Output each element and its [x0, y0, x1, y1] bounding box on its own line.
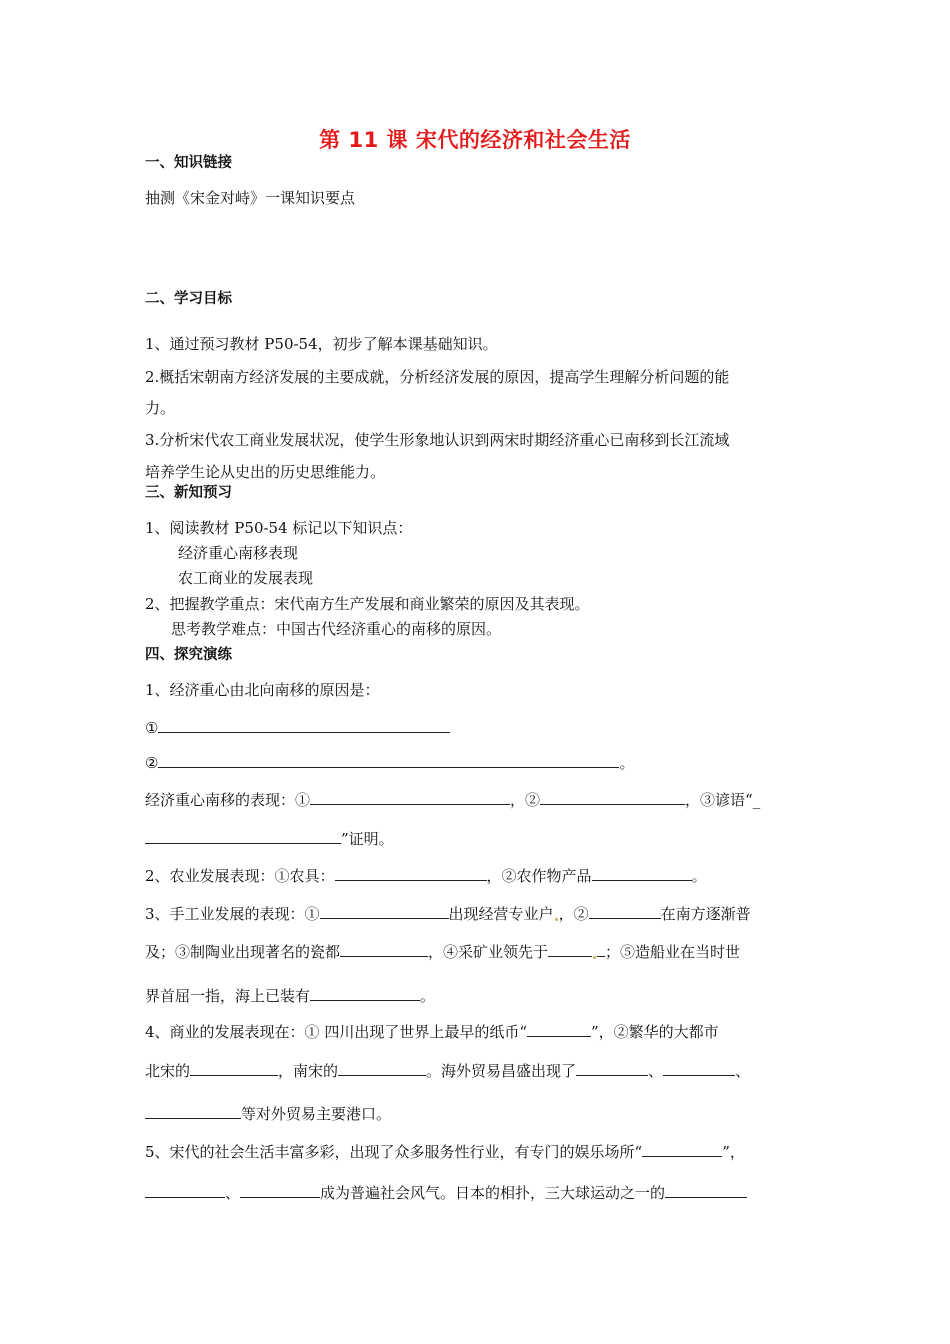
answer-blank[interactable] [576, 1059, 648, 1076]
exercise-text: 成为普遍社会风气。日本的相扑，三大球运动之一的 [320, 1184, 666, 1202]
exercise-1-show-row [145, 788, 760, 810]
exercise-text: 。海外贸易昌盛出现了 [426, 1062, 577, 1080]
mark-dot [593, 956, 596, 959]
exercise-text: ，② [510, 791, 541, 809]
answer-blank[interactable] [335, 864, 487, 881]
answer-blank[interactable] [589, 902, 661, 919]
answer-blank[interactable] [240, 1181, 320, 1198]
answer-blank[interactable] [145, 827, 341, 844]
exercise-1-intro: 1、经济重心由北向南移的原因是： [145, 681, 380, 699]
exercise-text: ”，②繁华的大都市 [590, 1023, 719, 1041]
exercise-3-row-2 [145, 940, 740, 962]
answer-blank[interactable] [145, 1181, 225, 1198]
exercise-text: ，②农作物产品 [486, 867, 592, 885]
circle-number-2: ② [145, 754, 159, 772]
answer-blank[interactable] [310, 984, 420, 1001]
exercise-3-row-3 [145, 984, 435, 1006]
exercise-5-row-1 [145, 1140, 745, 1162]
exercise-4-row-1 [145, 1020, 719, 1042]
exercise-3-row-1 [145, 902, 751, 924]
exercise-text: 北宋的 [145, 1062, 191, 1080]
preview-subitem-1: 经济重心南移表现 [178, 544, 299, 562]
preview-item-2: 2、把握教学重点：宋代南方生产发展和商业繁荣的原因及其表现。 [145, 595, 590, 613]
answer-blank[interactable] [158, 716, 450, 733]
mark-dot [555, 918, 558, 921]
answer-blank[interactable] [158, 751, 619, 768]
goal-item-2-line-1: 2.概括宋朝南方经济发展的主要成就，分析经济发展的原因，提高学生理解分析问题的能 [145, 368, 730, 386]
answer-blank[interactable] [145, 1102, 241, 1119]
goal-item-1: 1、通过预习教材 P50-54，初步了解本课基础知识。 [145, 335, 498, 353]
answer-blank[interactable] [527, 1020, 591, 1037]
knowledge-link-text: 抽测《宋金对峙》一课知识要点 [145, 189, 356, 207]
section-heading-preview: 三、新知预习 [145, 485, 232, 501]
answer-blank[interactable] [663, 1059, 735, 1076]
answer-blank[interactable] [642, 1140, 722, 1157]
answer-blank[interactable] [548, 940, 592, 957]
answer-blank[interactable] [597, 940, 605, 957]
exercise-text: _ [752, 791, 761, 809]
goal-item-3-line-2: 培养学生论从史出的历史思维能力。 [145, 463, 386, 481]
exercise-text: ”证明。 [341, 830, 394, 848]
answer-blank[interactable] [320, 902, 449, 919]
exercise-text: 、 [735, 1062, 751, 1080]
exercise-text: ，④采矿业领先于 [428, 943, 549, 961]
exercise-text: 界首屈一指，海上已装有 [145, 987, 311, 1005]
preview-item-2-difficulty: 思考教学难点：中国古代经济重心的南移的原因。 [171, 620, 502, 638]
answer-blank[interactable] [540, 788, 685, 805]
answer-blank[interactable] [338, 1059, 426, 1076]
exercise-text: 、 [648, 1062, 664, 1080]
exercise-text: 及；③制陶业出现著名的瓷都 [145, 943, 341, 961]
answer-blank[interactable] [310, 788, 510, 805]
preview-item-1: 1、阅读教材 P50-54 标记以下知识点： [145, 519, 413, 537]
exercise-text: ，③谚语“ [685, 791, 753, 809]
exercise-text: 3、手工业发展的表现：① [145, 905, 320, 923]
goal-item-3-line-1: 3.分析宋代农工商业发展状况，使学生形象地认识到两宋时期经济重心已南移到长江流域 [145, 431, 730, 449]
exercise-text: ”， [722, 1143, 745, 1161]
exercise-text: 等对外贸易主要港口。 [241, 1105, 392, 1123]
page-title: 第 11 课 宋代的经济和社会生活 [319, 128, 631, 152]
exercise-text: ，② [558, 905, 589, 923]
answer-blank[interactable] [592, 864, 692, 881]
exercise-1-blank-row-2 [145, 751, 634, 773]
exercise-text: 4、商业的发展表现在：① 四川出现了世界上最早的纸币“ [145, 1023, 527, 1041]
exercise-text: 经济重心南移的表现：① [145, 791, 311, 809]
exercise-2-row [145, 864, 707, 886]
section-heading-exercises: 四、探究演练 [145, 647, 232, 663]
exercise-text: 、 [225, 1184, 241, 1202]
circle-number-1: ① [145, 719, 159, 737]
exercise-text: ，南宋的 [278, 1062, 339, 1080]
section-heading-learning-goals: 二、学习目标 [145, 291, 232, 307]
answer-blank[interactable] [340, 940, 428, 957]
answer-blank[interactable] [665, 1181, 747, 1198]
exercise-text: 出现经营专业户 [448, 905, 554, 923]
section-heading-knowledge-link: 一、知识链接 [145, 155, 232, 171]
exercise-5-row-2 [145, 1181, 747, 1203]
exercise-4-row-2 [145, 1059, 750, 1081]
exercise-4-row-3 [145, 1102, 391, 1124]
period-text: 。 [619, 754, 635, 772]
goal-item-2-line-2: 力。 [145, 399, 176, 417]
exercise-text: 。 [420, 987, 436, 1005]
exercise-1-blank-row-1 [145, 716, 450, 738]
answer-blank[interactable] [190, 1059, 278, 1076]
exercise-text: ；⑤造船业在当时世 [605, 943, 741, 961]
exercise-text: 在南方逐渐普 [660, 905, 751, 923]
exercise-1-proverb-row [145, 827, 394, 849]
exercise-text: 2、农业发展表现：①农具： [145, 867, 335, 885]
exercise-text: 5、宋代的社会生活丰富多彩，出现了众多服务性行业，有专门的娱乐场所“ [145, 1143, 643, 1161]
preview-subitem-2: 农工商业的发展表现 [178, 569, 314, 587]
exercise-text: 。 [691, 867, 707, 885]
